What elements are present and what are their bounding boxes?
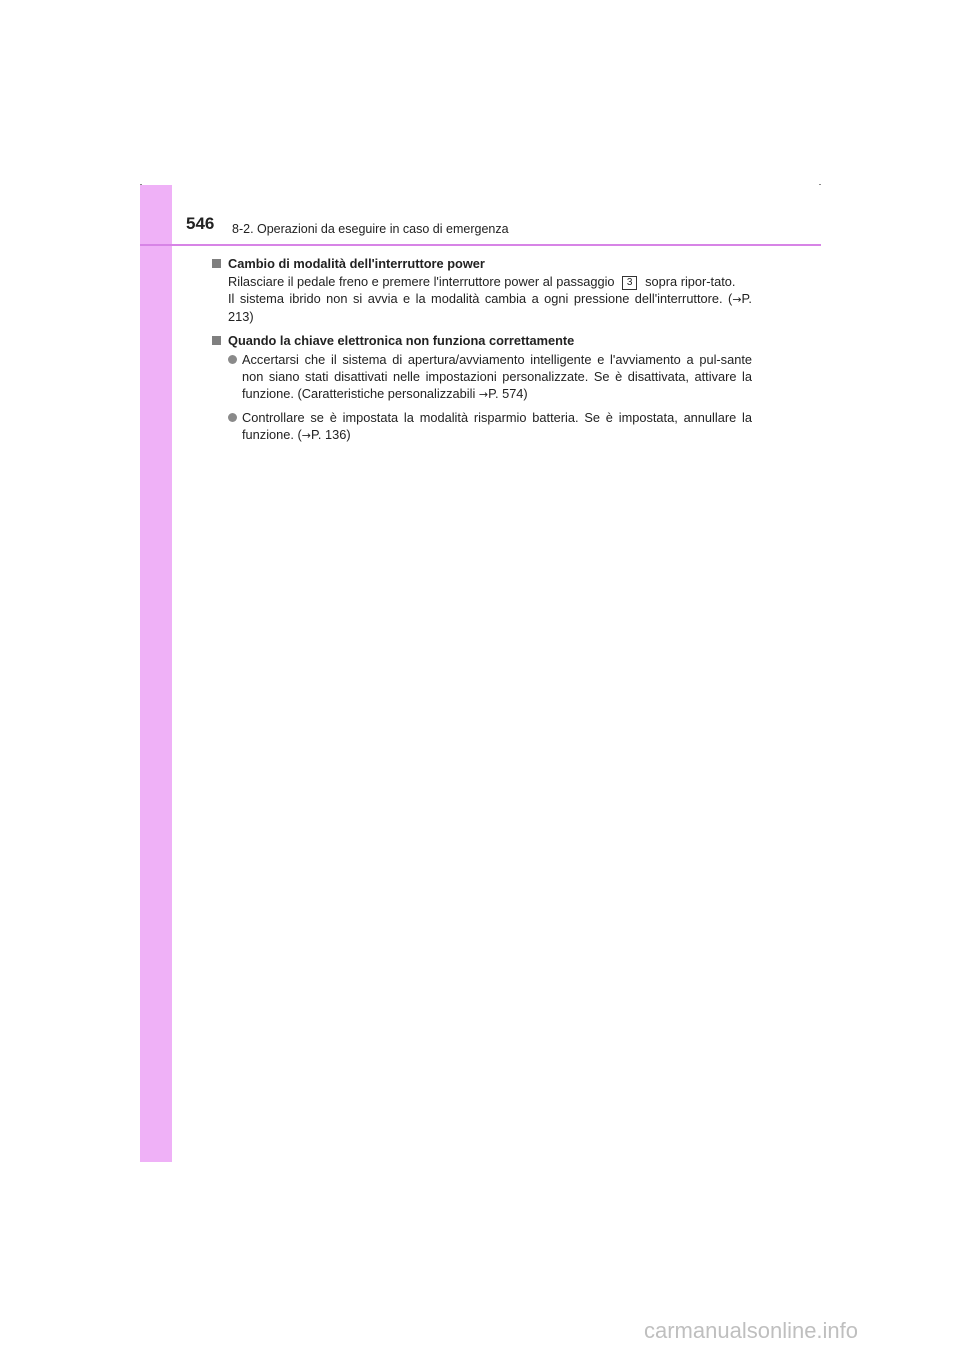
section-heading-text: Cambio di modalità dell'interruttore power (228, 256, 485, 271)
circle-bullet-icon (228, 355, 237, 364)
arrow-right-icon: → (301, 429, 311, 442)
section-electronic-key (212, 332, 752, 444)
list-item (212, 351, 752, 403)
list-item (212, 409, 752, 444)
section-heading-text: Quando la chiave elettronica non funziona correttamente (228, 333, 575, 348)
paragraph-hybrid-system (228, 290, 752, 325)
paragraph-release-brake (228, 273, 752, 290)
list-item-text: Controllare se è impostata la modalità risparmio batteria. Se è impostata, annullare la funzione. ( (242, 410, 752, 442)
page-reference: P. 136) (310, 427, 351, 442)
chapter-tab-strip (140, 185, 172, 1162)
crop-mark-left (140, 184, 142, 185)
section-heading (212, 332, 752, 349)
paragraph-text: Rilasciare il pedale freno e premere l'interruttore power al passaggio (228, 274, 615, 289)
watermark: carmanualsonline.info (644, 1318, 859, 1343)
section-heading (212, 255, 752, 272)
paragraph-text-continued: sopra ripor-tato. (645, 274, 736, 289)
crop-mark-right (819, 184, 821, 185)
page-number: 546 (186, 214, 215, 233)
circle-bullet-icon (228, 413, 237, 422)
page-reference: P. 213) (228, 291, 752, 324)
square-bullet-icon (212, 336, 221, 345)
step-number-badge: 3 (622, 276, 637, 290)
arrow-right-icon: → (732, 293, 742, 306)
arrow-right-icon: → (478, 388, 489, 401)
section-title: 8-2. Operazioni da eseguire in caso di emergenza (232, 222, 509, 236)
header-rule (140, 244, 821, 246)
list-item-text: Accertarsi che il sistema di apertura/avviamento intelligente e l'avviamento a pul-sante non siano stati disattivati nelle impostazioni personalizzate. Se è disattivata, attivare la funzione. (Caratteristiche personalizzabili (242, 352, 752, 401)
page-reference: P. 574) (488, 386, 528, 401)
page-content (212, 255, 752, 444)
paragraph-text: Il sistema ibrido non si avvia e la modalità cambia a ogni pressione dell'interruttore. ( (228, 291, 733, 306)
square-bullet-icon (212, 259, 221, 268)
section-power-switch-mode (212, 255, 752, 325)
